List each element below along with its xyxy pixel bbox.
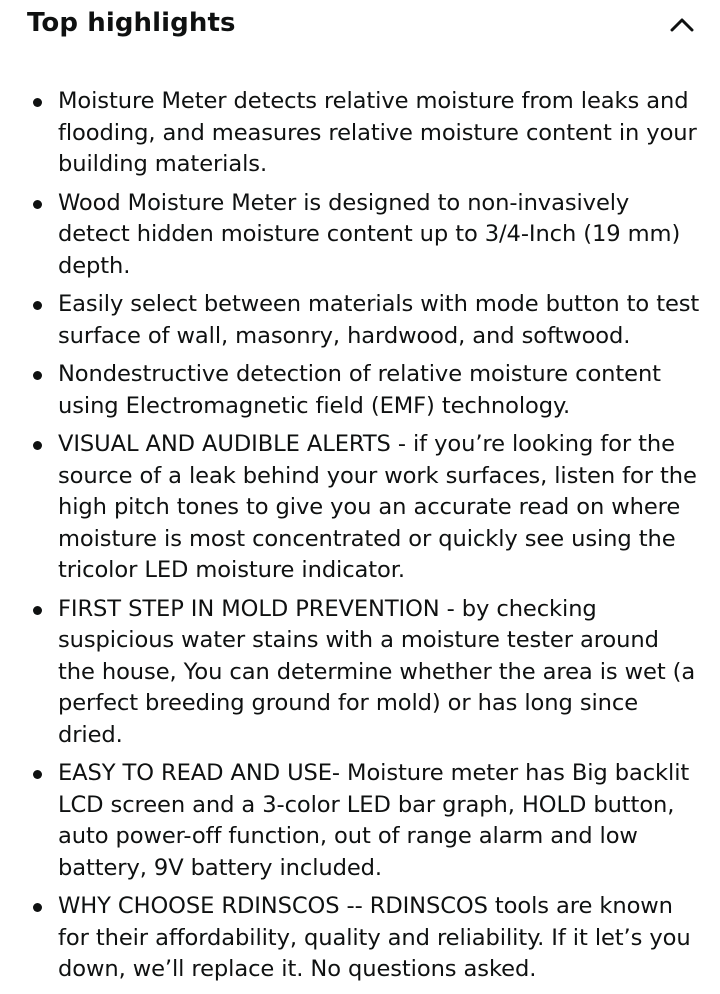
list-item xyxy=(0,429,720,587)
section-title: Top highlights xyxy=(27,8,236,38)
bullet-icon xyxy=(33,371,42,380)
highlights-list xyxy=(0,86,720,993)
bullet-icon xyxy=(33,903,42,912)
bullet-icon xyxy=(33,441,42,450)
highlight-text: Moisture Meter detects relative moisture from leaks and flooding, and measures relative moisture content in your building materials. xyxy=(58,88,697,177)
bullet-icon xyxy=(33,606,42,615)
highlight-text: EASY TO READ AND USE- Moisture meter has Big backlit LCD screen and a 3-color LED bar graph, HOLD button, auto power-off function, out of range alarm and low battery, 9V battery included. xyxy=(58,760,690,881)
list-item xyxy=(0,758,720,884)
highlight-text: WHY CHOOSE RDINSCOS -- RDINSCOS tools are known for their affordability, quality and reliability. If it let’s you down, we’ll replace it. No questions asked. xyxy=(58,893,691,982)
bullet-icon xyxy=(33,770,42,779)
bullet-icon xyxy=(33,301,42,310)
bullet-icon xyxy=(33,98,42,107)
highlight-text: FIRST STEP IN MOLD PREVENTION - by checking suspicious water stains with a moisture tester around the house, You can determine whether the area is wet (a perfect breeding ground for mold) or has long since dried. xyxy=(58,595,696,748)
bullet-icon xyxy=(33,200,42,209)
list-item xyxy=(0,359,720,422)
collapse-button[interactable] xyxy=(660,6,704,42)
list-item xyxy=(0,594,720,752)
highlight-text: Nondestructive detection of relative moisture content using Electromagnetic field (EMF) technology. xyxy=(58,361,661,419)
highlight-text: VISUAL AND AUDIBLE ALERTS - if you’re looking for the source of a leak behind your work surfaces, listen for the high pitch tones to give you an accurate read on where moisture is most concentrated or quickly see using the tricolor LED moisture indicator. xyxy=(58,431,697,583)
highlight-text: Easily select between materials with mode button to test surface of wall, masonry, hardwood, and softwood. xyxy=(58,291,700,349)
chevron-up-icon xyxy=(669,16,695,32)
list-item xyxy=(0,188,720,283)
section-header[interactable] xyxy=(0,0,720,52)
list-item xyxy=(0,891,720,986)
highlight-text: Wood Moisture Meter is designed to non-invasively detect hidden moisture content up to 3/4-Inch (19 mm) depth. xyxy=(58,189,681,279)
list-item xyxy=(0,289,720,352)
list-item xyxy=(0,86,720,181)
